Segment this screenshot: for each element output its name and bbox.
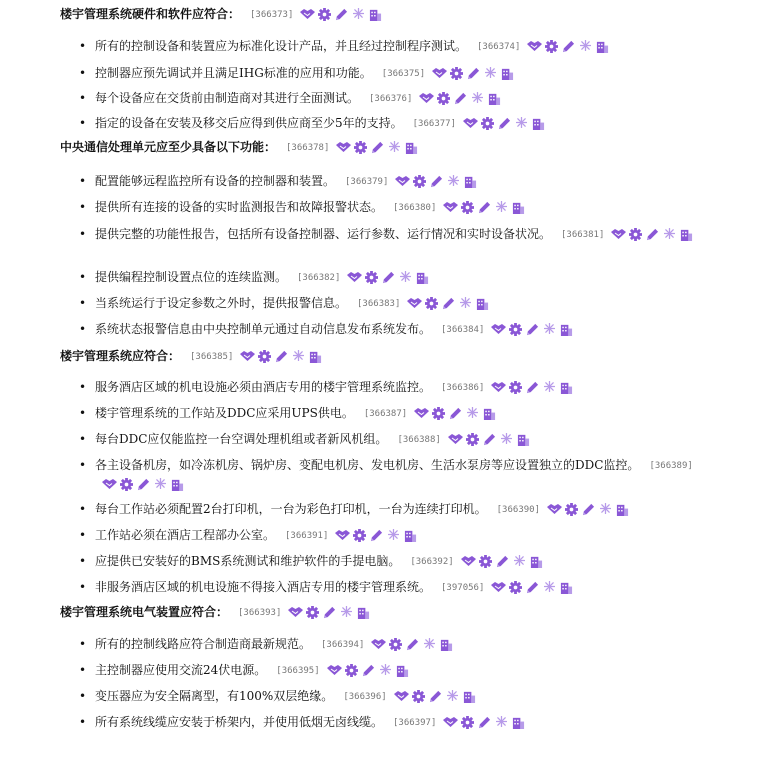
requirement-id: [366374] [477, 42, 521, 52]
building-icon[interactable] [394, 664, 411, 676]
gear-icon[interactable] [304, 606, 321, 618]
sparkle-icon[interactable] [511, 555, 528, 567]
gear-icon[interactable] [464, 433, 481, 445]
handshake-icon[interactable] [442, 716, 459, 728]
building-icon[interactable] [614, 503, 631, 515]
sparkle-icon[interactable] [290, 350, 307, 362]
gear-icon[interactable] [477, 555, 494, 567]
list-item [95, 661, 745, 681]
action-icons [546, 502, 631, 520]
sparkle-icon[interactable] [493, 201, 510, 213]
building-icon[interactable] [510, 716, 527, 728]
section-heading [60, 348, 324, 366]
pencil-icon[interactable] [273, 350, 290, 362]
pencil-icon[interactable] [427, 690, 444, 702]
requirement-id: [366397] [393, 718, 437, 728]
list-item-text: 各主设备机房，如冷冻机房、锅炉房、变配电机房、发电机房、生活水泵房等应设置独立的DDC监控。 [95, 458, 640, 472]
requirement-id: [397056] [441, 583, 485, 593]
action-icons [490, 580, 575, 598]
sparkle-icon[interactable] [464, 407, 481, 419]
list-item-text: 提供所有连接的设备的实时监测报告和故障报警状态。 [95, 200, 384, 214]
sparkle-icon[interactable] [377, 664, 394, 676]
list-item-text: 提供完整的功能性报告，包括所有设备控制器、运行参数、运行情况和实时设备状况。 [95, 227, 552, 241]
bullet-marker: • [79, 689, 87, 703]
list-item [95, 114, 745, 134]
list-item [95, 500, 745, 520]
gear-icon[interactable] [435, 92, 452, 104]
pencil-icon[interactable] [644, 228, 661, 240]
building-icon[interactable] [403, 141, 420, 153]
list-item [95, 198, 745, 218]
pencil-icon[interactable] [369, 141, 386, 153]
sparkle-icon[interactable] [597, 503, 614, 515]
list-item [95, 268, 745, 288]
list-item-text: 主控制器应使用交流24伏电源。 [95, 663, 267, 677]
pencil-icon[interactable] [360, 664, 377, 676]
handshake-icon[interactable] [490, 581, 507, 593]
list-item-text: 变压器应为安全隔离型，有100%双层绝缘。 [95, 689, 334, 703]
pencil-icon[interactable] [524, 581, 541, 593]
pencil-icon[interactable] [481, 433, 498, 445]
requirement-id: [366395] [276, 666, 320, 676]
pencil-icon[interactable] [452, 92, 469, 104]
bullet-marker: • [79, 528, 87, 542]
action-icons [287, 606, 372, 622]
handshake-icon[interactable] [447, 433, 464, 445]
sparkle-icon[interactable] [350, 8, 367, 20]
sparkle-icon[interactable] [577, 40, 594, 52]
action-icons [490, 322, 575, 340]
gear-icon[interactable] [627, 228, 644, 240]
pencil-icon[interactable] [494, 555, 511, 567]
building-icon[interactable] [307, 350, 324, 362]
bullet-marker: • [79, 406, 87, 420]
handshake-icon[interactable] [394, 175, 411, 187]
handshake-icon[interactable] [610, 228, 627, 240]
bullet-marker: • [79, 200, 87, 214]
handshake-icon[interactable] [335, 141, 352, 153]
sparkle-icon[interactable] [397, 271, 414, 283]
action-icons [334, 528, 419, 546]
requirement-id: [366376] [369, 94, 413, 104]
sparkle-icon[interactable] [661, 228, 678, 240]
handshake-icon[interactable] [418, 92, 435, 104]
pencil-icon[interactable] [580, 503, 597, 515]
list-item-text: 系统状态报警信息由中央控制单元通过自动信息发布系统发布。 [95, 322, 432, 336]
gear-icon[interactable] [351, 529, 368, 541]
gear-icon[interactable] [352, 141, 369, 153]
handshake-icon[interactable] [546, 503, 563, 515]
handshake-icon[interactable] [334, 529, 351, 541]
list-item-text: 指定的设备在安装及移交后应得到供应商至少5年的支持。 [95, 116, 403, 130]
gear-icon[interactable] [507, 581, 524, 593]
list-item [95, 526, 745, 546]
requirement-id: [366393] [238, 608, 282, 618]
bullet-marker: • [79, 322, 87, 336]
bullet-marker: • [79, 91, 87, 105]
section-heading-text: 楼宇管理系统电气装置应符合： [60, 605, 229, 619]
gear-icon[interactable] [423, 297, 440, 309]
gear-icon[interactable] [563, 503, 580, 515]
sparkle-icon[interactable] [541, 581, 558, 593]
requirement-id: [366382] [297, 273, 341, 283]
bullet-marker: • [79, 116, 87, 130]
requirement-id: [366378] [286, 143, 330, 153]
action-icons [610, 227, 695, 245]
handshake-icon[interactable] [413, 407, 430, 419]
pencil-icon[interactable] [476, 716, 493, 728]
action-icons [101, 477, 186, 495]
sparkle-icon[interactable] [444, 690, 461, 702]
action-icons [299, 8, 384, 24]
building-icon[interactable] [355, 606, 372, 618]
pencil-icon[interactable] [560, 40, 577, 52]
action-icons [526, 39, 611, 57]
requirement-id: [366385] [190, 352, 234, 362]
list-item [95, 225, 745, 245]
list-item-text: 配置能够远程监控所有设备的控制器和装置。 [95, 174, 336, 188]
handshake-icon[interactable] [326, 664, 343, 676]
section-heading [60, 139, 420, 157]
bullet-marker: • [79, 580, 87, 594]
gear-icon[interactable] [387, 638, 404, 650]
requirement-id: [366384] [441, 325, 485, 335]
section-heading-text: 中央通信处理单元应至少具备以下功能： [60, 140, 277, 154]
list-item [95, 378, 745, 398]
building-icon[interactable] [414, 271, 431, 283]
sparkle-icon[interactable] [386, 141, 403, 153]
requirement-id: [366389] [649, 461, 693, 471]
section-heading-text: 楼宇管理系统应符合： [60, 349, 181, 363]
action-icons [413, 406, 498, 424]
list-item [95, 578, 745, 598]
pencil-icon[interactable] [465, 67, 482, 79]
action-icons [346, 270, 431, 288]
building-icon[interactable] [402, 529, 419, 541]
pencil-icon[interactable] [404, 638, 421, 650]
action-icons [326, 663, 411, 681]
handshake-icon[interactable] [431, 67, 448, 79]
pencil-icon[interactable] [333, 8, 350, 20]
gear-icon[interactable] [507, 323, 524, 335]
bullet-marker: • [79, 637, 87, 651]
building-icon[interactable] [474, 297, 491, 309]
sparkle-icon[interactable] [457, 297, 474, 309]
gear-icon[interactable] [343, 664, 360, 676]
pencil-icon[interactable] [476, 201, 493, 213]
gear-icon[interactable] [448, 67, 465, 79]
list-item [95, 713, 745, 733]
list-item-text: 楼宇管理系统的工作站及DDC应采用UPS供电。 [95, 406, 354, 420]
pencil-icon[interactable] [524, 381, 541, 393]
handshake-icon[interactable] [526, 40, 543, 52]
bullet-marker: • [79, 227, 87, 241]
requirement-id: [366377] [412, 119, 456, 129]
list-item-text: 工作站必须在酒店工程部办公室。 [95, 528, 276, 542]
gear-icon[interactable] [316, 8, 333, 20]
building-icon[interactable] [558, 381, 575, 393]
pencil-icon[interactable] [321, 606, 338, 618]
building-icon[interactable] [528, 555, 545, 567]
pencil-icon[interactable] [440, 297, 457, 309]
action-icons [460, 554, 545, 572]
handshake-icon[interactable] [101, 478, 118, 490]
requirement-id: [366375] [381, 69, 426, 79]
action-icons [393, 689, 478, 707]
sparkle-icon[interactable] [541, 323, 558, 335]
building-icon[interactable] [530, 117, 547, 129]
bullet-marker: • [79, 174, 87, 188]
handshake-icon[interactable] [287, 606, 304, 618]
section-heading [60, 6, 384, 24]
handshake-icon[interactable] [299, 8, 316, 20]
action-icons [447, 432, 532, 450]
list-item-text: 提供编程控制设置点位的连续监测。 [95, 270, 288, 284]
list-item [95, 456, 745, 495]
action-icons [431, 66, 516, 84]
handshake-icon[interactable] [490, 381, 507, 393]
list-item [95, 635, 745, 655]
building-icon[interactable] [558, 581, 575, 593]
list-item [95, 552, 745, 572]
pencil-icon[interactable] [368, 529, 385, 541]
list-item [95, 404, 745, 424]
list-item [95, 430, 745, 450]
action-icons [406, 296, 491, 314]
handshake-icon[interactable] [239, 350, 256, 362]
gear-icon[interactable] [479, 117, 496, 129]
sparkle-icon[interactable] [498, 433, 515, 445]
requirement-id: [366394] [321, 640, 365, 650]
list-item [95, 172, 745, 192]
requirement-id: [366390] [496, 505, 540, 515]
requirement-id: [366381] [561, 230, 605, 240]
requirement-id: [366379] [345, 177, 389, 187]
requirement-id: [366387] [363, 409, 408, 419]
building-icon[interactable] [558, 323, 575, 335]
requirement-id: [366383] [357, 299, 401, 309]
gear-icon[interactable] [256, 350, 273, 362]
bullet-marker: • [79, 380, 87, 394]
section-heading [60, 604, 372, 622]
list-item-text: 每台DDC应仅能监控一台空调处理机组或者新风机组。 [95, 432, 388, 446]
sparkle-icon[interactable] [493, 716, 510, 728]
list-item-text: 控制器应预先调试并且满足IHG标准的应用和功能。 [95, 66, 372, 80]
gear-icon[interactable] [543, 40, 560, 52]
action-icons [418, 91, 503, 109]
building-icon[interactable] [499, 67, 516, 79]
pencil-icon[interactable] [496, 117, 513, 129]
sparkle-icon[interactable] [445, 175, 462, 187]
action-icons [394, 174, 479, 192]
building-icon[interactable] [594, 40, 611, 52]
building-icon[interactable] [481, 407, 498, 419]
gear-icon[interactable] [363, 271, 380, 283]
action-icons [442, 200, 527, 218]
building-icon[interactable] [515, 433, 532, 445]
sparkle-icon[interactable] [152, 478, 169, 490]
pencil-icon[interactable] [447, 407, 464, 419]
list-item-text: 非服务酒店区域的机电设施不得接入酒店专用的楼宇管理系统。 [95, 580, 432, 594]
requirement-id: [366388] [397, 435, 441, 445]
list-item-text: 当系统运行于设定参数之外时，提供报警信息。 [95, 296, 348, 310]
bullet-marker: • [79, 715, 87, 729]
building-icon[interactable] [462, 175, 479, 187]
building-icon[interactable] [678, 228, 695, 240]
handshake-icon[interactable] [370, 638, 387, 650]
handshake-icon[interactable] [406, 297, 423, 309]
sparkle-icon[interactable] [513, 117, 530, 129]
list-item-text: 所有的控制线路应符合制造商最新规范。 [95, 637, 312, 651]
sparkle-icon[interactable] [541, 381, 558, 393]
list-item-text: 所有系统线缆应安装于桥架内，并使用低烟无卤线缆。 [95, 715, 384, 729]
list-item-text: 每个设备应在交货前由制造商对其进行全面测试。 [95, 91, 360, 105]
action-icons [370, 637, 455, 655]
building-icon[interactable] [510, 201, 527, 213]
gear-icon[interactable] [430, 407, 447, 419]
bullet-marker: • [79, 39, 87, 53]
list-item [95, 64, 745, 84]
list-item [95, 89, 745, 109]
building-icon[interactable] [486, 92, 503, 104]
bullet-marker: • [79, 296, 87, 310]
list-item [95, 687, 745, 707]
pencil-icon[interactable] [524, 323, 541, 335]
gear-icon[interactable] [118, 478, 135, 490]
requirement-id: [366396] [343, 692, 387, 702]
gear-icon[interactable] [411, 175, 428, 187]
requirement-id: [366392] [410, 557, 454, 567]
list-item-text: 所有的控制设备和装置应为标准化设计产品，并且经过控制程序测试。 [95, 39, 468, 53]
pencil-icon[interactable] [135, 478, 152, 490]
action-icons [335, 141, 420, 157]
action-icons [490, 380, 575, 398]
bullet-marker: • [79, 66, 87, 80]
gear-icon[interactable] [410, 690, 427, 702]
sparkle-icon[interactable] [421, 638, 438, 650]
requirement-id: [366380] [393, 203, 437, 213]
handshake-icon[interactable] [346, 271, 363, 283]
gear-icon[interactable] [459, 201, 476, 213]
list-item [95, 320, 745, 340]
gear-icon[interactable] [459, 716, 476, 728]
building-icon[interactable] [461, 690, 478, 702]
section-heading-text: 楼宇管理系统硬件和软件应符合： [60, 7, 241, 21]
list-item-text: 每台工作站必须配置2台打印机，一台为彩色打印机，一台为连续打印机。 [95, 502, 487, 516]
list-item-text: 应提供已安装好的BMS系统测试和维护软件的手提电脑。 [95, 554, 401, 568]
building-icon[interactable] [367, 8, 384, 20]
building-icon[interactable] [438, 638, 455, 650]
list-item [95, 37, 745, 57]
requirement-id: [366391] [285, 531, 329, 541]
list-item-text: 服务酒店区域的机电设施必须由酒店专用的楼宇管理系统监控。 [95, 380, 432, 394]
bullet-marker: • [79, 458, 87, 472]
handshake-icon[interactable] [490, 323, 507, 335]
bullet-marker: • [79, 270, 87, 284]
building-icon[interactable] [169, 478, 186, 490]
handshake-icon[interactable] [462, 117, 479, 129]
sparkle-icon[interactable] [338, 606, 355, 618]
action-icons [239, 350, 324, 366]
pencil-icon[interactable] [380, 271, 397, 283]
handshake-icon[interactable] [460, 555, 477, 567]
bullet-marker: • [79, 502, 87, 516]
sparkle-icon[interactable] [482, 67, 499, 79]
pencil-icon[interactable] [428, 175, 445, 187]
bullet-marker: • [79, 663, 87, 677]
sparkle-icon[interactable] [385, 529, 402, 541]
sparkle-icon[interactable] [469, 92, 486, 104]
requirement-id: [366386] [441, 383, 485, 393]
list-item [95, 294, 745, 314]
action-icons [462, 116, 547, 134]
bullet-marker: • [79, 554, 87, 568]
handshake-icon[interactable] [442, 201, 459, 213]
requirement-id: [366373] [250, 10, 294, 20]
gear-icon[interactable] [507, 381, 524, 393]
handshake-icon[interactable] [393, 690, 410, 702]
bullet-marker: • [79, 432, 87, 446]
action-icons [442, 715, 527, 733]
